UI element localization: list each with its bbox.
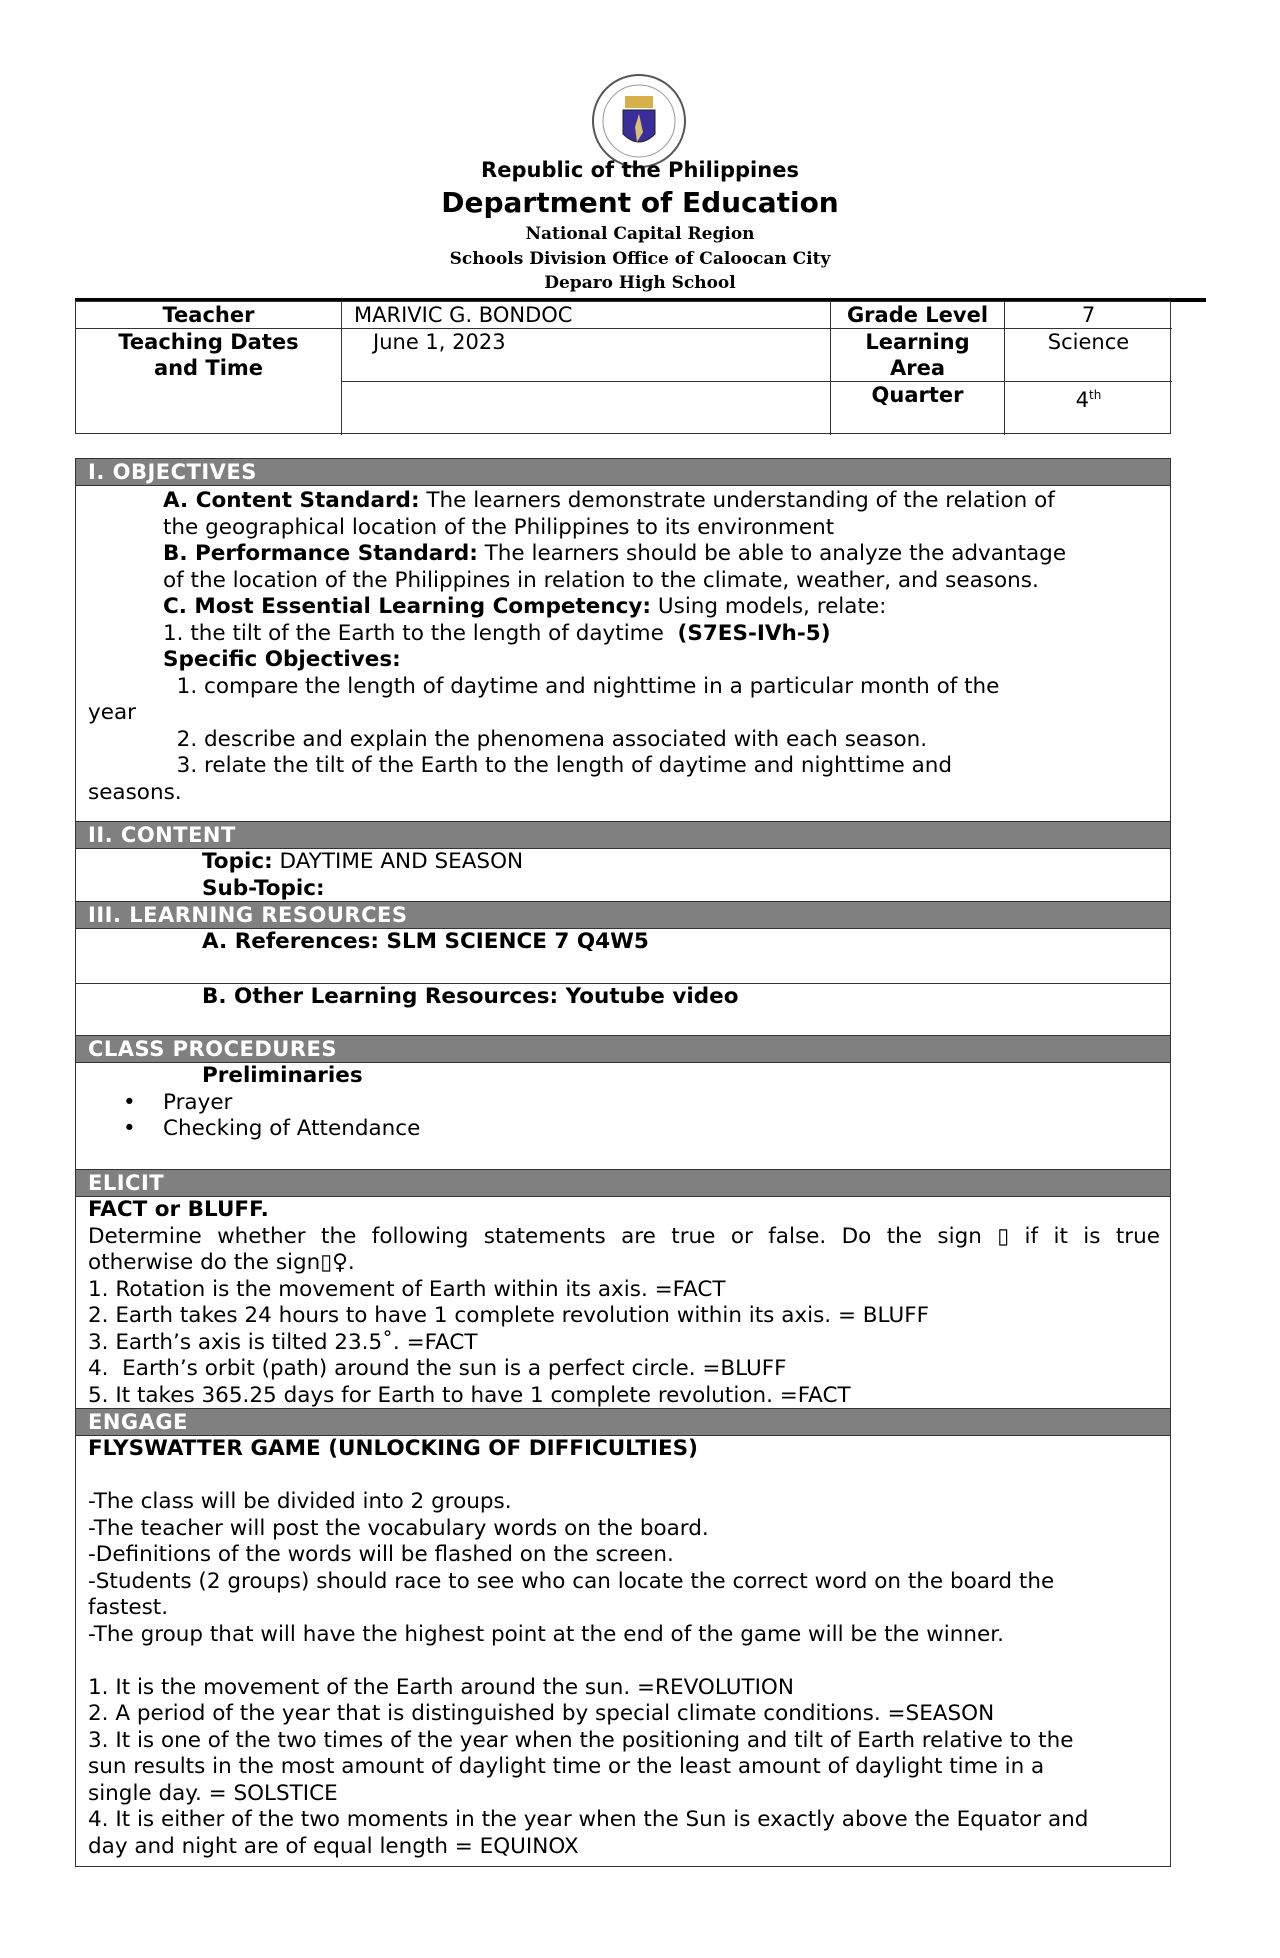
elicit-item: 4. Earth’s orbit (path) around the sun is a perfect circle. =BLUFF [88, 1356, 787, 1381]
teaching-date-value: June 1, 2023 [342, 329, 831, 382]
class-procedures-header: CLASS PROCEDURES [76, 1036, 1170, 1063]
grade-level-label: Grade Level [831, 302, 1005, 329]
deped-seal-logo [590, 72, 688, 170]
teaching-time-value [342, 382, 831, 435]
melc-code: (S7ES-IVh-5) [677, 620, 831, 646]
specific-objective-1-cont: year [88, 700, 136, 725]
grade-level-value: 7 [1005, 302, 1172, 329]
procedure-item: • Checking of Attendance [88, 1116, 1160, 1143]
procedure-item: • Prayer [88, 1090, 1160, 1117]
objectives-header: I. OBJECTIVES [76, 459, 1170, 486]
elicit-instructions-cont: otherwise do the sign▯♀. [88, 1250, 355, 1275]
elicit-item: 3. Earth’s axis is tilted 23.5˚. =FACT [88, 1329, 478, 1355]
quarter-value [1005, 382, 1172, 435]
division-text: Schools Division Office of Caloocan City [449, 249, 831, 269]
teacher-label: Teacher [76, 302, 342, 329]
specific-objective-1: 1. compare the length of daytime and nighttime in a particular month of the [163, 673, 1000, 699]
quarter-number: 4 [1075, 388, 1090, 412]
vocabulary-item: 3. It is one of the two times of the year when the positioning and tilt of Earth relative to the [88, 1727, 1074, 1753]
content-standard-text-cont: the geographical location of the Philippines to its environment [163, 514, 835, 540]
vocabulary-item-cont: day and night are of equal length = EQUINOX [88, 1833, 579, 1859]
vocabulary-item: 1. It is the movement of the Earth around the sun. =REVOLUTION [88, 1674, 794, 1700]
references [76, 929, 1170, 984]
teacher-value: MARIVIC G. BONDOC [342, 302, 831, 329]
engage-rule: -Students (2 groups) should race to see who can locate the correct word on the board the [88, 1568, 1055, 1594]
quarter-suffix: th [1089, 388, 1102, 402]
class-procedures-body [76, 1063, 1170, 1170]
performance-standard-label: B. Performance Standard: [163, 541, 478, 566]
vocabulary-item: 2. A period of the year that is distinguished by special climate conditions. =SEASON [88, 1701, 995, 1726]
vocabulary-item-cont: single day. = SOLSTICE [88, 1780, 338, 1806]
other-resources-text: B. Other Learning Resources: Youtube video [202, 984, 739, 1009]
engage-rule: -The teacher will post the vocabulary words on the board. [88, 1515, 709, 1541]
learning-area-label [831, 329, 1005, 382]
content-standard-text: The learners demonstrate understanding of the relation of [419, 488, 1055, 513]
references-text: A. References: SLM SCIENCE 7 Q4W5 [202, 929, 649, 954]
elicit-game-title: FACT or BLUFF. [88, 1197, 269, 1222]
teaching-dates-label [76, 329, 342, 435]
region-text: National Capital Region [525, 224, 755, 244]
other-resources [76, 984, 1170, 1036]
specific-objective-3: 3. relate the tilt of the Earth to the length of daytime and nighttime and [163, 753, 953, 778]
engage-rule: -Definitions of the words will be flashed on the screen. [88, 1542, 674, 1567]
lesson-plan-table [75, 458, 1171, 1867]
elicit-instructions: Determine whether the following statements are true or false. Do the sign ▯ if it is true [88, 1223, 1160, 1249]
specific-objective-3-cont: seasons. [88, 779, 182, 805]
melc [88, 594, 1160, 621]
content-body [76, 849, 1170, 902]
performance-standard-text: The learners should be able to analyze the advantage [477, 541, 1067, 566]
melc-text: Using models, relate: [651, 594, 887, 619]
melc-item-text: 1. the tilt of the Earth to the length of daytime [163, 620, 678, 646]
lesson-info-table [75, 301, 1171, 434]
engage-rule: -The class will be divided into 2 groups. [88, 1489, 512, 1514]
melc-label: C. Most Essential Learning Competency: [163, 594, 652, 619]
performance-standard-text-cont: of the location of the Philippines in relation to the climate, weather, and seasons. [163, 567, 1039, 593]
content-standard [88, 488, 1160, 515]
engage-game-title: FLYSWATTER GAME (UNLOCKING OF DIFFICULTIES) [88, 1436, 698, 1461]
elicit-body [76, 1197, 1170, 1409]
topic [88, 849, 1160, 876]
elicit-item: 5. It takes 365.25 days for Earth to have 1 complete revolution. =FACT [88, 1382, 851, 1408]
elicit-header: ELICIT [76, 1170, 1170, 1197]
melc-item [88, 621, 1160, 648]
engage-rule-cont: fastest. [88, 1595, 169, 1620]
preliminaries-label: Preliminaries [202, 1063, 363, 1088]
specific-objectives-label: Specific Objectives: [163, 647, 401, 672]
school-text: Deparo High School [544, 273, 736, 293]
engage-rule: -The group that will have the highest point at the end of the game will be the winner. [88, 1621, 1004, 1647]
performance-standard [88, 541, 1160, 568]
specific-objective-2: 2. describe and explain the phenomena associated with each season. [163, 726, 928, 752]
elicit-item: 1. Rotation is the movement of Earth within its axis. =FACT [88, 1276, 726, 1302]
learning-area-value: Science [1005, 329, 1172, 382]
area-label-line2: Area [889, 356, 946, 380]
quarter-label: Quarter [831, 382, 1005, 435]
engage-body [76, 1436, 1170, 1866]
elicit-item: 2. Earth takes 24 hours to have 1 complete revolution within its axis. = BLUFF [88, 1303, 929, 1328]
dates-label-line2: and Time [153, 356, 264, 380]
topic-label: Topic: [202, 849, 273, 874]
department-heading: Department of Education [441, 186, 839, 219]
content-header: II. CONTENT [76, 822, 1170, 849]
engage-header: ENGAGE [76, 1409, 1170, 1436]
content-standard-label: A. Content Standard: [163, 488, 420, 513]
vocabulary-item-cont: sun results in the most amount of daylight time or the least amount of daylight time in a [88, 1754, 1045, 1779]
learning-resources-header: III. LEARNING RESOURCES [76, 902, 1170, 929]
dates-label-line1: Teaching Dates [118, 330, 299, 354]
topic-value: DAYTIME AND SEASON [272, 849, 524, 874]
subtopic-label: Sub-Topic: [202, 875, 325, 901]
area-label-line1: Learning [865, 330, 970, 354]
objectives-body [76, 486, 1170, 822]
republic-heading: Republic of the Philippines [481, 158, 799, 182]
vocabulary-item: 4. It is either of the two moments in the year when the Sun is exactly above the Equator and [88, 1807, 1089, 1832]
